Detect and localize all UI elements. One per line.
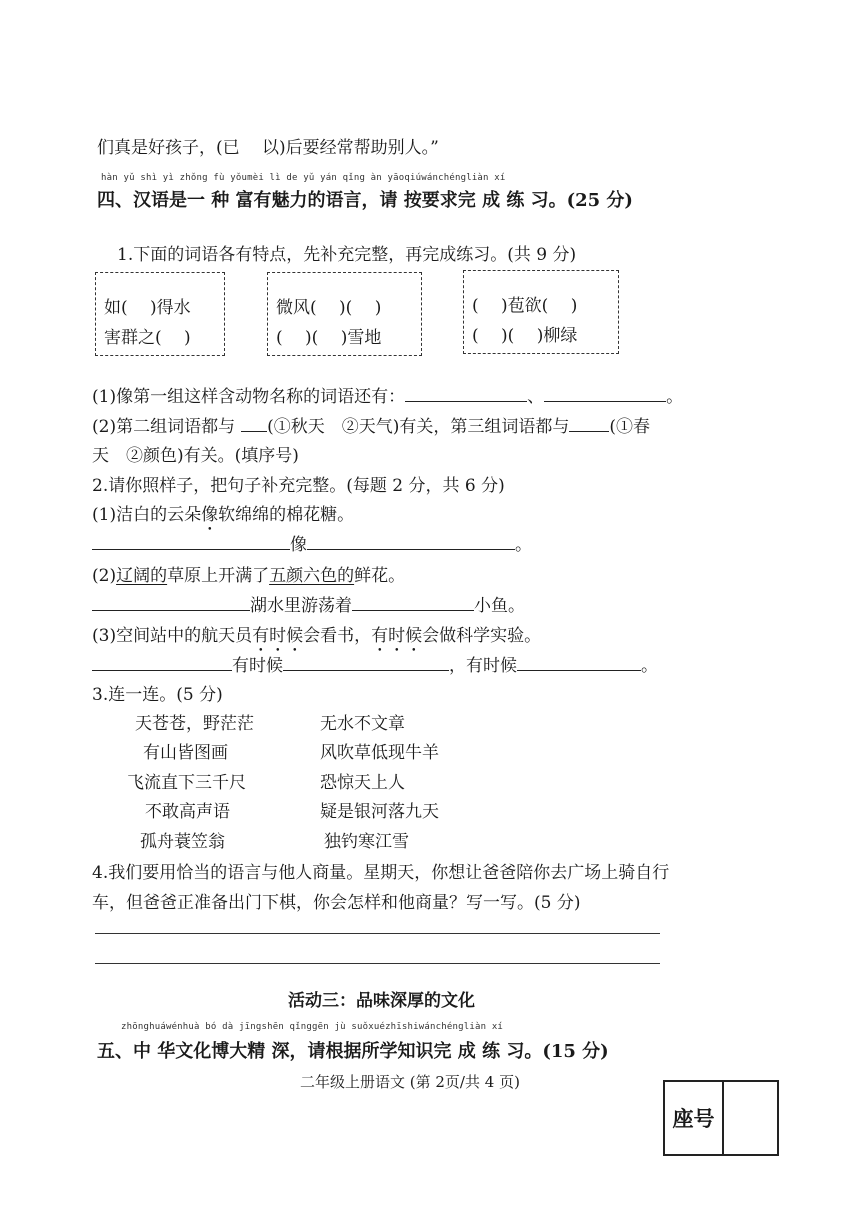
answer-blank[interactable] — [517, 656, 641, 671]
ans3-keyword: 有时候 — [232, 656, 283, 676]
q2-answer3 — [92, 651, 658, 676]
q4-prompt-line2: 车，但爸爸正准备出门下棋，你会怎样和他商量？写一写。(5 分) — [92, 893, 581, 913]
ex3-keyword-2: 有时候 — [371, 626, 423, 646]
ex3-text-b: 会看书， — [303, 626, 372, 646]
word-box-1-line2: 害群之( ) — [104, 328, 191, 348]
word-box-2-line1: 微风( )( ) — [276, 298, 382, 318]
ex3-text-c: 会做科学实验。 — [422, 626, 542, 646]
ex1-keyword: 像 — [201, 505, 219, 525]
q2-prompt: 2.请你照样子，把句子补充完整。(每题 2 分，共 6 分) — [92, 476, 505, 496]
section5-pinyin: zhōnghuáwénhuà bó dà jīngshēn qǐnggēn jù suǒxuézhīshiwánchéngliàn xí — [121, 1022, 504, 1032]
section4-pinyin: hàn yǔ shì yì zhǒng fù yǒumèi lì de yǔ yán qǐng àn yāoqiúwánchéngliàn xí — [101, 173, 506, 183]
q2-answer1 — [92, 530, 532, 555]
match-right-2[interactable]: 风吹草低现牛羊 — [320, 743, 439, 763]
match-left-5[interactable]: 孤舟蓑笠翁 — [140, 832, 225, 852]
period: 。 — [666, 387, 684, 407]
q1-sub2-text-c: (①春 — [609, 417, 650, 437]
section4-title: 四、汉语是一 种 富有魅力的语言，请 按要求完 成 练 习。(25 分) — [97, 190, 633, 211]
ans2-text: 湖水里游荡着 — [250, 596, 352, 616]
word-box-2 — [267, 272, 422, 356]
ex3-text-a: (3)空间站中的航天员 — [92, 626, 253, 646]
match-right-3[interactable]: 恐惊天上人 — [320, 773, 405, 793]
ex2-underlined-1: 辽阔的 — [116, 566, 168, 586]
period: 。 — [641, 656, 658, 676]
q2-example2 — [92, 561, 405, 586]
seat-number-field[interactable] — [724, 1082, 777, 1154]
answer-blank[interactable] — [352, 596, 474, 611]
answer-blank[interactable] — [241, 417, 267, 432]
q3-prompt: 3.连一连。(5 分) — [92, 685, 223, 705]
ex2-underlined-2: 五颜六色的 — [269, 566, 355, 586]
answer-blank[interactable] — [92, 535, 290, 550]
section5-title: 五、中 华文化博大精 深，请根据所学知识完 成 练 习。(15 分) — [97, 1041, 609, 1062]
q2-answer2 — [92, 591, 525, 616]
word-box-1 — [95, 272, 225, 356]
period: 。 — [515, 535, 532, 555]
q1-sub2-cont: 天 ②颜色)有关。(填序号) — [92, 446, 299, 466]
answer-blank[interactable] — [544, 387, 666, 402]
match-right-1[interactable]: 无水不文章 — [320, 714, 405, 734]
ex2-number: (2) — [92, 566, 117, 586]
ex2-text-c: 鲜花。 — [354, 566, 406, 586]
q1-sub2 — [92, 412, 650, 437]
q4-prompt-line1: 4.我们要用恰当的语言与他人商量。星期天，你想让爸爸陪你去广场上骑自行 — [92, 863, 670, 883]
q1-sub2-text-b: (①秋天 ②天气)有关，第三组词语都与 — [267, 417, 570, 437]
match-left-2[interactable]: 有山皆图画 — [143, 743, 228, 763]
match-right-5[interactable]: 独钓寒江雪 — [324, 832, 409, 852]
answer-blank[interactable] — [405, 387, 527, 402]
q1-sub1 — [92, 382, 683, 407]
page-footer: 二年级上册语文 (第 2页/共 4 页) — [300, 1073, 520, 1091]
ex1-text-a: (1)洁白的云朵 — [92, 505, 202, 525]
word-box-3 — [463, 270, 619, 354]
separator: 、 — [527, 387, 545, 407]
word-box-2-line2: ( )( )雪地 — [276, 328, 382, 348]
answer-blank[interactable] — [92, 596, 250, 611]
match-left-3[interactable]: 飞流直下三千尺 — [127, 773, 246, 793]
answer-blank[interactable] — [92, 656, 232, 671]
match-left-4[interactable]: 不敢高声语 — [145, 802, 230, 822]
seat-number-box — [663, 1080, 779, 1156]
q1-sub1-text: (1)像第一组这样含动物名称的词语还有： — [92, 387, 406, 407]
ans3-keyword-2: ，有时候 — [449, 656, 517, 676]
word-box-3-line2: ( )( )柳绿 — [472, 326, 578, 346]
answer-blank[interactable] — [307, 535, 515, 550]
word-box-3-line1: ( )苞欲( ) — [472, 296, 578, 316]
ans2-end: 小鱼。 — [474, 596, 525, 616]
match-right-4[interactable]: 疑是银河落九天 — [320, 802, 439, 822]
answer-blank[interactable] — [569, 417, 609, 432]
ex2-text-b: 草原上开满了 — [167, 566, 270, 586]
answer-blank[interactable] — [283, 656, 449, 671]
ans1-keyword: 像 — [290, 535, 307, 555]
q1-sub2-text-a: (2)第二组词语都与 — [92, 417, 236, 437]
activity-heading: 活动三：品味深厚的文化 — [288, 991, 475, 1011]
word-box-1-line1: 如( )得水 — [104, 298, 191, 318]
ex3-keyword-1: 有时候 — [252, 626, 304, 646]
writing-line-1[interactable] — [95, 933, 660, 934]
writing-line-2[interactable] — [95, 963, 660, 964]
seat-number-label: 座号 — [665, 1082, 724, 1154]
continuation-text: 们真是好孩子，(已 以)后要经常帮助别人。” — [97, 138, 439, 158]
q1-prompt: 1.下面的词语各有特点，先补充完整，再完成练习。(共 9 分) — [117, 245, 577, 265]
match-left-1[interactable]: 天苍苍，野茫茫 — [135, 714, 254, 734]
ex1-text-b: 软绵绵的棉花糖。 — [218, 505, 355, 525]
